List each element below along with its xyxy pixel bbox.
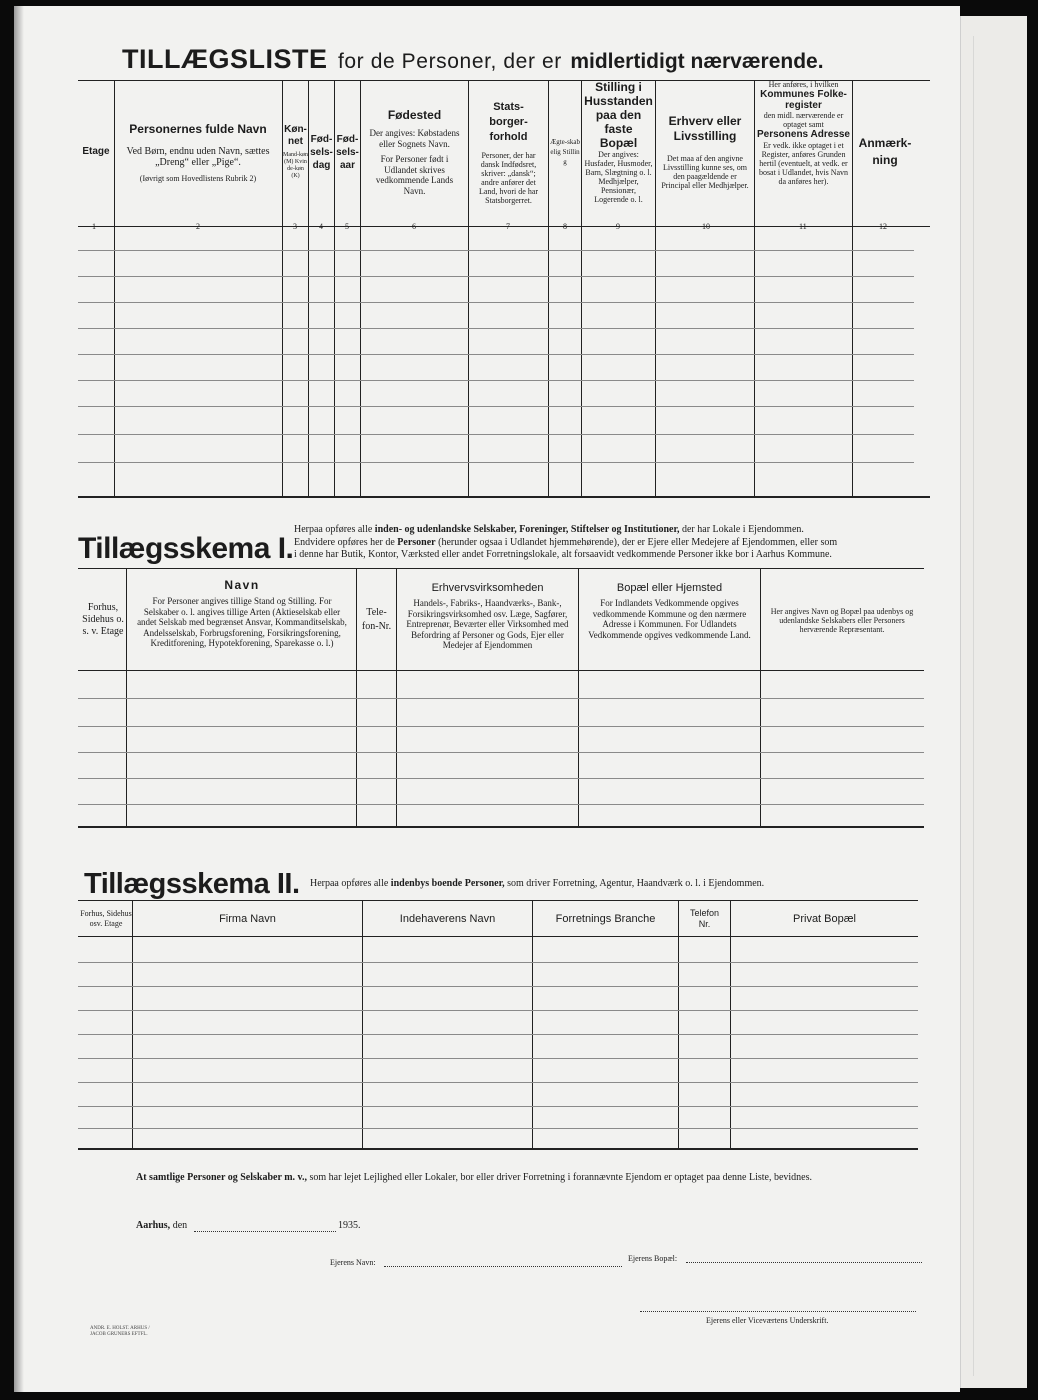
s1-col-navn bbox=[128, 572, 356, 668]
printer-imprint: ANDR. E. HOLST. ARHUS / JACOB GRUNERS EFTFL. bbox=[90, 1326, 150, 1337]
col-number: 11 bbox=[799, 222, 807, 231]
col-title: Fød-sels-aar bbox=[336, 133, 359, 171]
col-desc: Der angives: Husfader, Husmoder, Barn, Slægtning o. l. Medhjælper, Pensionær, Logerende o. l. bbox=[584, 150, 653, 204]
skema1-header-rule bbox=[78, 670, 924, 671]
col-marital-header bbox=[549, 82, 581, 222]
col-birthplace-header bbox=[361, 82, 468, 222]
s1-col-etage bbox=[80, 572, 126, 668]
col-desc: For Personer angives tillige Stand og Stilling. For Selskaber o. l. angives tillige Arten (Aktieselskab eller andet Selskab med begrænset Ansvar, Kommanditselskab, Andelsselskab, Forbrugsforening, Forsikringsforening, Kreditforening, Hypotekforening, Sparekasse o. l.) bbox=[137, 596, 347, 648]
col-register-header bbox=[755, 80, 852, 222]
skema1-intro bbox=[294, 524, 922, 562]
title-end: midlertidigt nærværende. bbox=[570, 50, 824, 73]
table-bottom-rule bbox=[78, 496, 930, 498]
col-name-header bbox=[116, 82, 280, 222]
row-rule bbox=[78, 462, 914, 463]
col-title: Forretnings Branche bbox=[555, 913, 656, 925]
row-rule bbox=[78, 354, 914, 355]
intro-bold: Personer bbox=[397, 536, 436, 548]
col-household-header bbox=[582, 80, 655, 222]
col-birthday-header bbox=[309, 82, 334, 222]
col-etage-header bbox=[78, 82, 114, 222]
intro-text: Herpaa opføres alle bbox=[310, 878, 389, 889]
row-rule bbox=[78, 1106, 918, 1107]
col-title: Privat Bopæl bbox=[793, 913, 856, 925]
den-label: den bbox=[172, 1220, 188, 1231]
s2-col-indehaver bbox=[363, 902, 532, 936]
intro-text: der har Lokale i Ejendommen. bbox=[681, 524, 804, 535]
skema2-bottom-rule bbox=[78, 1148, 918, 1150]
col-desc: den midl. nærværende er optaget samt bbox=[763, 111, 844, 129]
intro-text: Endvidere opføres her de bbox=[294, 536, 395, 548]
col-title: Anmærk-ning bbox=[858, 136, 912, 167]
row-rule bbox=[78, 1082, 918, 1083]
col-title: Navn bbox=[224, 578, 260, 592]
col-number: 6 bbox=[412, 222, 416, 231]
row-rule bbox=[78, 962, 918, 963]
col-divider bbox=[730, 900, 731, 1148]
intro-text: i denne har Butik, Kontor, Værksted eller andet Forretningslokale, alt forsaavidt vedkommende Personer ikke bor i Aarhus Kommune. bbox=[294, 549, 832, 560]
attest-bold: At samtlige Personer og Selskaber m. v., bbox=[136, 1172, 308, 1183]
col-title: Kommunes Folke-register bbox=[760, 89, 847, 111]
row-rule bbox=[78, 698, 924, 699]
col-desc: Tele-fon-Nr. bbox=[361, 607, 392, 632]
row-rule bbox=[78, 986, 918, 987]
row-rule bbox=[78, 250, 914, 251]
col-desc: Her angives Navn og Bopæl paa udenbys og udenlandske Selskabers eller Personers herværende Repræsentant. bbox=[770, 606, 914, 634]
row-rule bbox=[78, 276, 914, 277]
skema2-header-rule bbox=[78, 936, 918, 937]
row-rule bbox=[78, 1128, 918, 1129]
col-birthyear-header bbox=[335, 82, 360, 222]
col-number: 4 bbox=[319, 222, 323, 231]
owner-name-field[interactable] bbox=[384, 1266, 622, 1267]
col-citizenship-header bbox=[469, 82, 548, 222]
col-desc: Handels-, Fabriks-, Haandværks-, Bank-, Forsikringsvirksomhed osv. Læge, Sagfører, Entreprenør, Beværter eller Virksomhed med Befordring af Personer og Gods, Ejer eller Medejer af Ejendommen bbox=[406, 598, 569, 650]
date-field[interactable] bbox=[194, 1231, 336, 1232]
page-edge-shadow bbox=[14, 6, 24, 1392]
col-title: Stilling i Husstanden paa den faste bbox=[584, 80, 653, 136]
col-title: Firma Navn bbox=[219, 913, 276, 925]
col-number: 8 bbox=[563, 222, 567, 231]
col-title: Erhverv eller Livsstilling bbox=[668, 114, 742, 143]
s2-col-etage bbox=[80, 902, 132, 936]
col-number: 12 bbox=[879, 222, 887, 231]
owner-name-label: Ejerens Navn: bbox=[330, 1258, 376, 1267]
attestation bbox=[136, 1172, 812, 1183]
intro-bold: indenbys boende Personer, bbox=[390, 878, 505, 889]
col-title: Forhus, Sidehus osv. Etage bbox=[80, 909, 132, 928]
intro-text: (herunder ogsaa i Udlandet hjemmehørende), der er Ejere eller Medejere af Ejendommen, eller som bbox=[438, 536, 838, 548]
col-title: Etage bbox=[82, 146, 110, 157]
col-desc: Forhus, Sidehus o. s. v. Etage bbox=[82, 602, 124, 637]
col-desc: Ved Børn, endnu uden Navn, sættes „Dreng“ eller „Pige“. bbox=[126, 145, 270, 168]
col-title-2: Personens Adresse bbox=[756, 129, 850, 140]
col-title: Stats-borger-forhold bbox=[489, 100, 528, 143]
col-desc: Det maa af den angivne Livsstilling kunne ses, om den paagældende er Principal eller Medhjælper. bbox=[661, 154, 749, 190]
owner-address-field[interactable] bbox=[686, 1262, 922, 1263]
intro-text: Herpaa opføres alle bbox=[294, 524, 373, 535]
adjacent-page-line bbox=[973, 36, 974, 1376]
col-divider bbox=[362, 900, 363, 1148]
row-rule bbox=[78, 778, 924, 779]
col-number: 2 bbox=[196, 222, 200, 231]
col-divider bbox=[532, 900, 533, 1148]
col-divider bbox=[132, 900, 133, 1148]
row-rule bbox=[78, 752, 924, 753]
row-rule bbox=[78, 380, 914, 381]
col-desc: Der angives: Købstadens eller Sognets Navn. bbox=[369, 128, 460, 149]
col-pre: Her anføres, i hvilken bbox=[768, 80, 839, 89]
col-number: 3 bbox=[293, 222, 297, 231]
year-label: 1935. bbox=[338, 1220, 361, 1231]
owner-address-label: Ejerens Bopæl: bbox=[628, 1254, 678, 1263]
place-label: Aarhus, bbox=[136, 1220, 171, 1231]
col-number: 5 bbox=[345, 222, 349, 231]
col-number: 10 bbox=[702, 222, 710, 231]
col-desc: For Indlandets Vedkommende opgives vedkommende Kommune og den nærmere Adresse i Kommunen. For Udlandets Vedkommende opgives vedkommende Land. bbox=[588, 598, 751, 640]
intro-text: som driver Forretning, Agentur, Haandværk o. l. i Ejendommen. bbox=[507, 878, 765, 889]
row-rule bbox=[78, 1058, 918, 1059]
col-occupation-header bbox=[656, 82, 754, 222]
row-rule bbox=[78, 726, 924, 727]
col-title: Indehaverens Navn bbox=[399, 913, 496, 925]
col-note: (Iøvrigt som Hovedlistens Rubrik 2) bbox=[139, 173, 257, 183]
col-number: 9 bbox=[616, 222, 620, 231]
col-title: Køn-net bbox=[284, 124, 307, 147]
s2-col-firma bbox=[133, 902, 362, 936]
row-rule bbox=[78, 406, 914, 407]
row-rule bbox=[78, 804, 924, 805]
col-desc: Mand-køn (M) Kvinde-køn (K) bbox=[283, 152, 308, 179]
col-note: Er vedk. ikke optaget i et Register, anføres Grunden hertil (eventuelt, at vedk. er bosat i Udlandet, hvis Navn da anføres her). bbox=[758, 141, 849, 186]
s2-col-branche bbox=[533, 902, 678, 936]
col-title: Ægte-skabelig Stilling bbox=[550, 138, 580, 166]
s2-col-bopael bbox=[731, 902, 918, 936]
title-middle: for de Personer, der er bbox=[337, 50, 562, 73]
signature-label: Ejerens eller Viceværtens Underskrift. bbox=[706, 1316, 829, 1325]
col-number: 7 bbox=[506, 222, 510, 231]
main-title bbox=[122, 44, 824, 75]
s1-col-erhverv bbox=[397, 572, 578, 668]
attest-text: som har lejet Lejlighed eller Lokaler, bor eller driver Forretning i forannævnte Ejendom er optaget paa denne Liste, bevidnes. bbox=[309, 1172, 812, 1183]
col-remarks-header bbox=[853, 82, 917, 222]
col-title: Erhvervsvirksomheden bbox=[431, 582, 544, 594]
col-divider bbox=[126, 568, 127, 826]
intro-bold: inden- og udenlandske Selskaber, Foreninger, Stiftelser og Institutioner, bbox=[374, 524, 680, 535]
col-divider bbox=[678, 900, 679, 1148]
s1-col-telefon bbox=[357, 572, 396, 668]
skema1-title: Tillægsskema I. bbox=[78, 532, 294, 565]
row-rule bbox=[78, 328, 914, 329]
skema2-title: Tillægsskema II. bbox=[84, 868, 300, 900]
s2-col-telefon bbox=[679, 902, 730, 936]
row-rule bbox=[78, 1010, 918, 1011]
s1-col-bopael bbox=[579, 572, 760, 668]
row-rule bbox=[78, 302, 914, 303]
row-rule bbox=[78, 434, 914, 435]
skema1-top-rule bbox=[78, 568, 924, 569]
s1-col-repraesentant bbox=[761, 572, 923, 668]
date-line bbox=[136, 1220, 187, 1231]
signature-field[interactable] bbox=[640, 1311, 916, 1312]
col-desc: Personer, der har dansk Indfødsret, skriver: „dansk“; andre anfører det Land, hvori de har Statsborgerret. bbox=[478, 150, 539, 205]
col-title: Personernes fulde Navn bbox=[129, 121, 267, 136]
skema1-bottom-rule bbox=[78, 826, 924, 828]
adjacent-page bbox=[960, 16, 1027, 1388]
title-bold: TILLÆGSLISTE bbox=[122, 44, 328, 74]
col-note: For Personer født i Udlandet skrives vedkommende Lands Navn. bbox=[375, 154, 454, 196]
row-rule bbox=[78, 1034, 918, 1035]
col-title: Telefon Nr. bbox=[689, 908, 720, 929]
form-page bbox=[14, 6, 960, 1392]
col-title: Fød-sels-dag bbox=[310, 133, 333, 171]
skema2-intro bbox=[310, 878, 764, 889]
col-sex-header bbox=[283, 82, 308, 222]
skema2-top-rule bbox=[78, 900, 918, 901]
col-title-2: Bopæl bbox=[599, 136, 638, 150]
col-title: Fødested bbox=[387, 108, 442, 122]
col-number: 1 bbox=[92, 222, 96, 231]
col-title: Bopæl eller Hjemsted bbox=[616, 582, 723, 594]
